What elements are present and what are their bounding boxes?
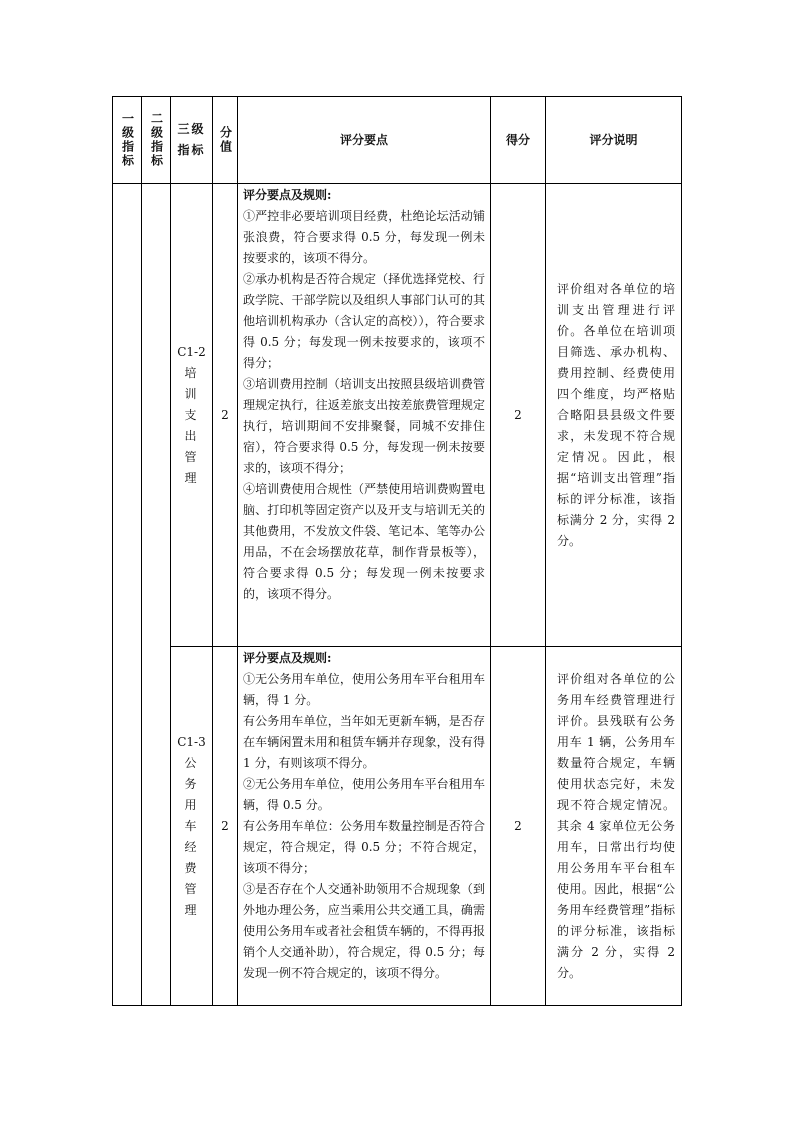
rule-item: ③是否存在个人交通补助领用不合规现象（到外地办理公务，应当乘用公共交通工具，确需使用公务用车或者社会租赁车辆的，不得再报销个人交通补助），符合规定，得 0.5 分；每发现一例不符合规定的，该项不得分。 xyxy=(243,882,485,980)
rule-item: ①无公务用车单位，使用公务用车平台租用车辆，得 1 分。 xyxy=(243,672,485,707)
indicator-code: C1-3 xyxy=(177,734,206,749)
explanation-cell xyxy=(546,184,682,647)
rule-item: ②承办机构是否符合规定（择优选择党校、行政学院、干部学院以及组织人事部门认可的其他培训机构承办（含认定的高校）），符合要求得 0.5 分；每发现一例未按要求的，该项不得分； xyxy=(243,272,485,370)
header-level2: 二级指标 xyxy=(142,97,171,184)
level1-cell xyxy=(113,184,142,1006)
header-level1: 一级指标 xyxy=(113,97,142,184)
header-criteria: 评分要点 xyxy=(238,97,491,184)
indicator-name: 公务用车经费管理 xyxy=(184,755,199,917)
header-score: 得分 xyxy=(491,97,546,184)
table-row xyxy=(113,184,682,647)
header-points: 分值 xyxy=(213,97,238,184)
rule-item: 有公务用车单位：公务用车数量控制是否符合规定，符合规定，得 0.5 分；不符合规定，该项不得分； xyxy=(243,819,485,875)
rule-item: ④培训费使用合规性（严禁使用培训费购置电脑、打印机等固定资产以及开支与培训无关的其他费用，不发放文件袋、笔记本、笔等办公用品，不在会场摆放花草，制作背景板等），符合要求得 0.5 分；每发现一例未按要求的，该项不得分。 xyxy=(243,482,485,601)
level3-cell xyxy=(171,184,213,647)
explanation-cell xyxy=(546,647,682,1006)
level2-cell xyxy=(142,184,171,1006)
rule-item: ②无公务用车单位，使用公务用车平台租用车辆，得 0.5 分。 xyxy=(243,777,485,812)
criteria-cell xyxy=(238,647,491,1006)
rules-title: 评分要点及规则: xyxy=(243,651,332,665)
header-row xyxy=(113,97,682,184)
rule-item: 有公务用车单位，当年如无更新车辆，是否存在车辆闲置未用和租赁车辆并存现象，没有得 1 分，有则该项不得分。 xyxy=(243,714,485,770)
explanation-text: 评价组对各单位的公务用车经费管理进行评价。县残联有公务用车 1 辆，公务用车数量符合规定，车辆使用状态完好，未发现不符合规定情况。其余 4 家单位无公务用车，日常出行均使用公务用车平台租车使用。因此，根据“公务用车经费管理”指标的评分标准，该指标满分 2 分，实得 2 分。 xyxy=(557,671,675,980)
rule-item: ①严控非必要培训项目经费，杜绝论坛活动铺张浪费，符合要求得 0.5 分，每发现一例未按要求的，该项不得分。 xyxy=(243,209,485,265)
rules-title: 评分要点及规则: xyxy=(243,188,332,202)
explanation-text: 评价组对各单位的培训支出管理进行评价。各单位在培训项目筛选、承办机构、费用控制、经费使用四个维度，均严格贴合略阳县县级文件要求，未发现不符合规定情况。因此，根据“培训支出管理”指标的评分标准，该指标满分 2 分，实得 2 分。 xyxy=(557,281,675,548)
header-explanation: 评分说明 xyxy=(546,97,682,184)
score-cell: 2 xyxy=(491,647,546,1006)
indicator-name: 培训支出管理 xyxy=(184,365,199,485)
indicator-code: C1-2 xyxy=(177,344,206,359)
score-cell: 2 xyxy=(491,184,546,647)
points-cell: 2 xyxy=(213,184,238,647)
rule-item: ③培训费用控制（培训支出按照县级培训费管理规定执行，往返差旅支出按差旅费管理规定执行，培训期间不安排聚餐，同城不安排住宿），符合要求得 0.5 分，每发现一例未按要求的，该项不得分； xyxy=(243,377,485,475)
level3-cell xyxy=(171,647,213,1006)
criteria-cell xyxy=(238,184,491,647)
points-cell: 2 xyxy=(213,647,238,1006)
header-level3: 三级指标 xyxy=(171,97,213,184)
evaluation-table xyxy=(112,96,682,1006)
table-row xyxy=(113,647,682,1006)
